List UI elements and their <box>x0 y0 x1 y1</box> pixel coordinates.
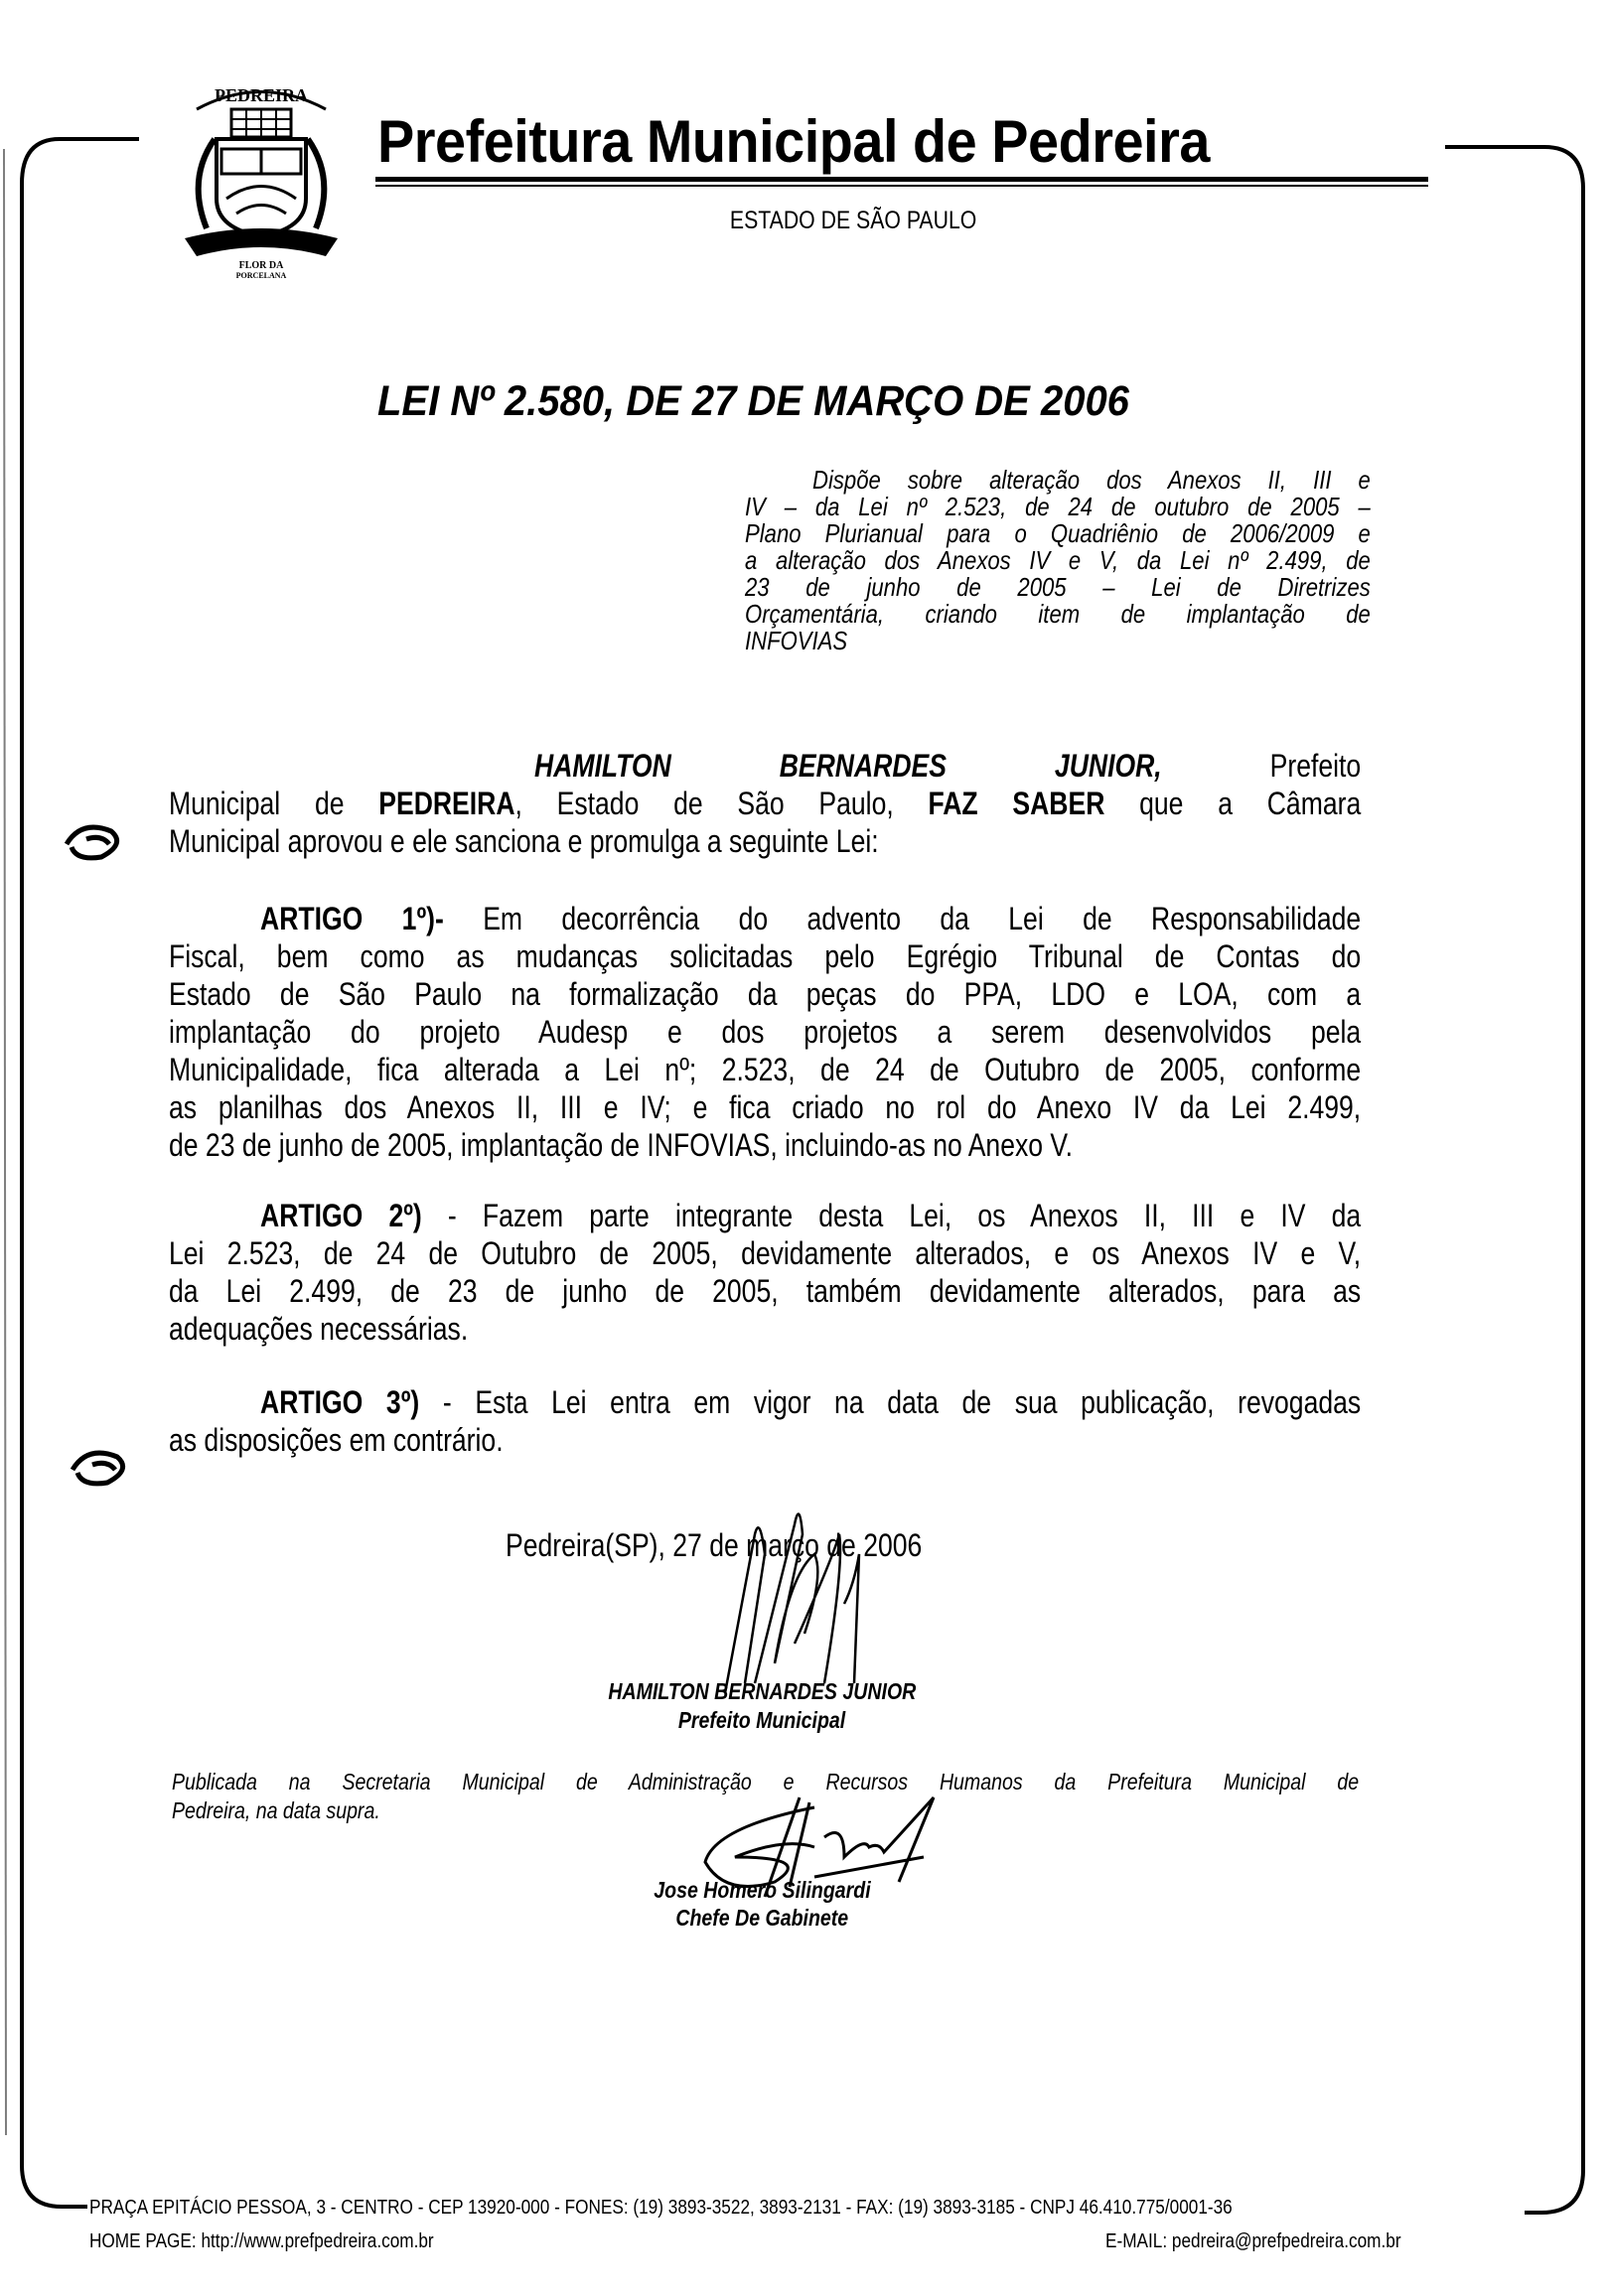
svg-text:PORCELANA: PORCELANA <box>235 271 287 280</box>
footer-address: PRAÇA EPITÁCIO PESSOA, 3 - CENTRO - CEP 13920-000 - FONES: (19) 3893-3522, 3893-2131 - FAX: (19) 3893-3185 - CNPJ 46.410.775/0001-36 <box>89 2197 1233 2219</box>
bold-text: ARTIGO 1º)- <box>260 901 444 936</box>
text-line: Pedreira, na data supra. <box>172 1797 380 1823</box>
text-line: Orçamentária, criando item de implantação de <box>745 599 1371 629</box>
side-stamp-mark-icon <box>62 819 131 864</box>
article-2-paragraph <box>169 1197 1360 1348</box>
text-line <box>169 1013 1361 1051</box>
mayor-signature <box>695 1495 914 1703</box>
header-state <box>0 207 1607 235</box>
text-segment: Municipal aprovou e ele sanciona e promulga a seguinte Lei: <box>169 823 879 859</box>
text-line <box>169 1126 1361 1164</box>
text-segment: as planilhas dos Anexos II, III e IV; e fica criado no rol do Anexo IV da Lei 2.499, <box>169 1089 1362 1125</box>
bold-text: FAZ SABER <box>928 786 1105 821</box>
text-segment: da Lei 2.499, de 23 de junho de 2005, também devidamente alterados, para as <box>169 1273 1362 1309</box>
text-line: INFOVIAS <box>745 626 848 655</box>
footer-homepage[interactable]: HOME PAGE: http://www.prefpedreira.com.br <box>89 2230 434 2252</box>
text-line <box>169 1310 1361 1348</box>
text-line <box>169 1421 1361 1459</box>
text-segment: Prefeito <box>1161 748 1362 784</box>
text-segment: implantação do projeto Audesp e dos projetos a serem desenvolvidos pela <box>169 1014 1362 1050</box>
text-segment: Lei 2.523, de 24 de Outubro de 2005, devidamente alterados, e os Anexos IV e V, <box>169 1235 1362 1271</box>
text-line <box>169 1383 1361 1421</box>
header-rule-thin <box>375 185 1428 187</box>
text-line <box>169 937 1361 975</box>
bold-text: ARTIGO 2º) <box>260 1198 422 1233</box>
text-line <box>169 1051 1361 1088</box>
text-line <box>169 975 1361 1013</box>
bold-text: ARTIGO 3º) <box>260 1384 420 1420</box>
text-line <box>169 1197 1361 1234</box>
header-state-text: ESTADO DE SÃO PAULO <box>729 207 977 234</box>
text-segment: - Fazem parte integrante desta Lei, os Anexos II, III e IV da <box>421 1198 1362 1233</box>
text-segment: Estado de São Paulo na formalização da peças do PPA, LDO e LOA, com a <box>169 976 1362 1012</box>
signatory-1-role: Prefeito Municipal <box>677 1707 846 1733</box>
signatory-2-name-wrap <box>0 1877 1524 1904</box>
side-stamp-mark-icon <box>68 1445 137 1490</box>
law-title: LEI Nº 2.580, DE 27 DE MARÇO DE 2006 <box>377 377 1129 425</box>
text-segment: Em decorrência do advento da Lei de Responsabilidade <box>443 901 1362 936</box>
text-segment: as disposições em contrário. <box>169 1422 504 1458</box>
text-segment: de 23 de junho de 2005, implantação de INFOVIAS, incluindo-as no Anexo V. <box>169 1127 1074 1163</box>
signatory-1-name: HAMILTON BERNARDES JUNIOR <box>608 1678 916 1704</box>
text-segment: Municipal de <box>169 786 379 821</box>
article-3-paragraph <box>169 1383 1360 1459</box>
text-line: Publicada na Secretaria Municipal de Administração e Recursos Humanos da Prefeitura Municipal de <box>172 1769 1360 1794</box>
signatory-2-role-wrap <box>0 1905 1524 1932</box>
footer-email[interactable]: E-MAIL: pedreira@prefpedreira.com.br <box>1105 2230 1401 2252</box>
text-line <box>169 1234 1361 1272</box>
signatory-1-name-wrap <box>0 1678 1524 1705</box>
svg-text:FLOR DA: FLOR DA <box>238 260 284 271</box>
text-line <box>169 747 1361 785</box>
text-line: Plano Plurianual para o Quadriênio de 2006/2009 e <box>745 518 1371 548</box>
header-title: Prefeitura Municipal de Pedreira <box>377 108 1210 175</box>
signatory-1-role-wrap <box>0 1707 1524 1734</box>
svg-text:PEDREIRA: PEDREIRA <box>214 85 309 105</box>
municipal-coat-of-arms-logo <box>177 79 346 278</box>
date-line: Pedreira(SP), 27 de março de 2006 <box>506 1527 923 1563</box>
text-line: a alteração dos Anexos IV e V, da Lei nº 2.499, de <box>745 545 1371 575</box>
text-line <box>169 822 1361 860</box>
text-line <box>169 900 1361 937</box>
text-segment: Fiscal, bem como as mudanças solicitadas pelo Egrégio Tribunal de Contas do <box>169 938 1362 974</box>
preamble-paragraph <box>169 747 1360 860</box>
text-line <box>169 785 1361 822</box>
text-segment: Municipalidade, fica alterada a Lei nº; 2.523, de 24 de Outubro de 2005, conforme <box>169 1052 1362 1087</box>
text-segment: que a Câmara <box>1104 786 1362 821</box>
header-rule <box>375 177 1428 182</box>
text-line <box>169 1272 1361 1310</box>
text-segment: , Estado de São Paulo, <box>514 786 929 821</box>
text-line: 23 de junho de 2005 – Lei de Diretrizes <box>745 572 1371 602</box>
article-1-paragraph <box>169 900 1360 1164</box>
bold-text: PEDREIRA <box>378 786 515 821</box>
signatory-2-role: Chefe De Gabinete <box>675 1905 848 1931</box>
text-segment: - Esta Lei entra em vigor na data de sua publicação, revogadas <box>419 1384 1362 1420</box>
text-line <box>169 1088 1361 1126</box>
text-line: IV – da Lei nº 2.523, de 24 de outubro de 2005 – <box>745 492 1371 521</box>
text-segment: adequações necessárias. <box>169 1311 469 1347</box>
signatory-2-name: Jose Homero Silingardi <box>653 1877 871 1903</box>
law-summary <box>745 467 1371 654</box>
bold-text: HAMILTON BERNARDES JUNIOR, <box>534 748 1162 784</box>
text-line: Dispõe sobre alteração dos Anexos II, III e <box>812 465 1371 495</box>
